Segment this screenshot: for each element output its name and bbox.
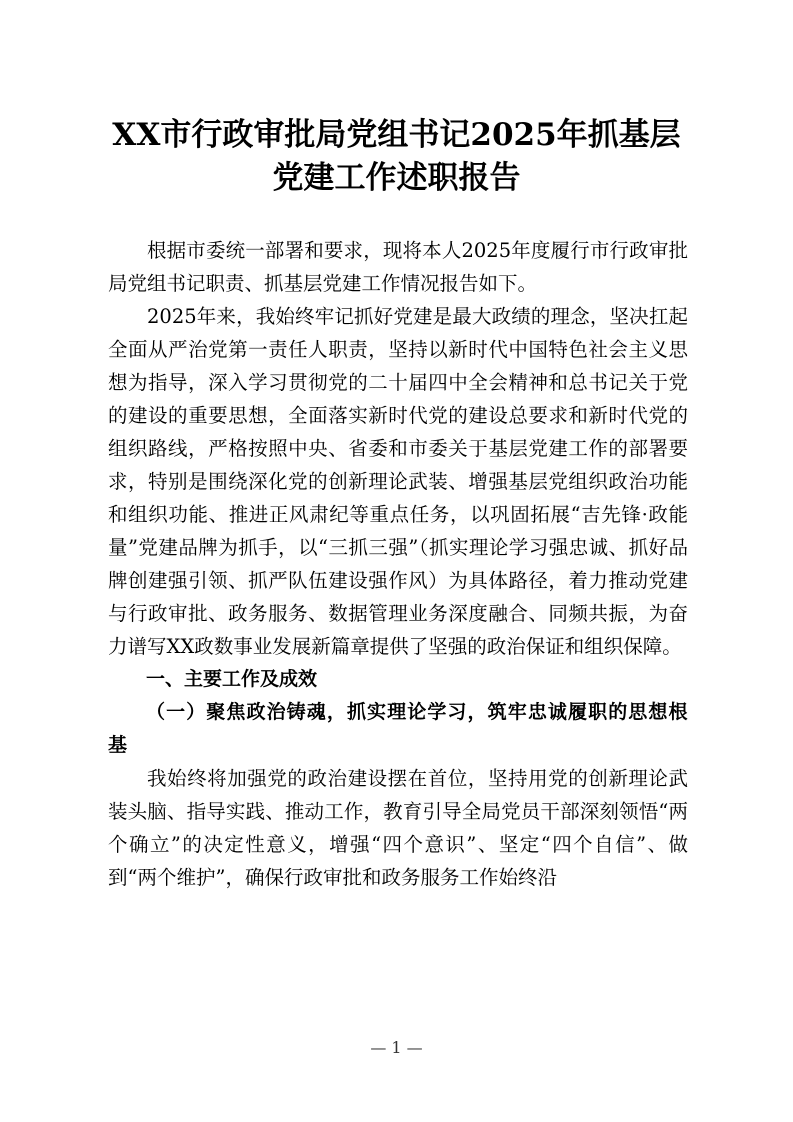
intro-paragraph: 根据市委统一部署和要求，现将本人2025年度履行市行政审批局党组书记职责、抓基层党建工作情况报告如下。 <box>108 239 688 295</box>
title-line-1: XX市行政审批局党组书记2025年抓基层 <box>112 117 681 153</box>
document-body <box>108 234 688 894</box>
subsection-heading: （一）聚焦政治铸魂，抓实理论学习，筑牢忠诚履职的思想根基 <box>108 701 688 756</box>
section-heading: 一、主要工作及成效 <box>146 668 318 690</box>
document-title <box>60 114 733 200</box>
overview-paragraph: 2025年来，我始终牢记抓好党建是最大政绩的理念，坚决扛起全面从严治党第一责任人职责，坚持以新时代中国特色社会主义思想为指导，深入学习贯彻党的二十届四中全会精神和总书记关于党的建设的重要思想，全面落实新时代党的建设总要求和新时代党的组织路线，严格按照中央、省委和市委关于基层党建工作的部署要求，特别是围绕深化党的创新理论武装、增强基层党组织政治功能和组织功能、推进正风肃纪等重点任务，以巩固拓展“吉先锋·政能量”党建品牌为抓手，以“三抓三强”（抓实理论学习强忠诚、抓好品牌创建强引领、抓严队伍建设强作风）为具体路径，着力推动党建与行政审批、政务服务、数据管理业务深度融合、同频共振，为奋力谱写XX政数事业发展新篇章提供了坚强的政治保证和组织保障。 <box>108 305 688 658</box>
page-number: — 1 — <box>370 1038 423 1057</box>
title-line-2: 党建工作述职报告 <box>272 160 521 196</box>
subsection-paragraph: 我始终将加强党的政治建设摆在首位，坚持用党的创新理论武装头脑、指导实践、推动工作，教育引导全局党员干部深刻领悟“两个确立”的决定性意义，增强“四个意识”、坚定“四个自信”、做到“两个维护”，确保行政审批和政务服务工作始终沿 <box>108 767 688 889</box>
